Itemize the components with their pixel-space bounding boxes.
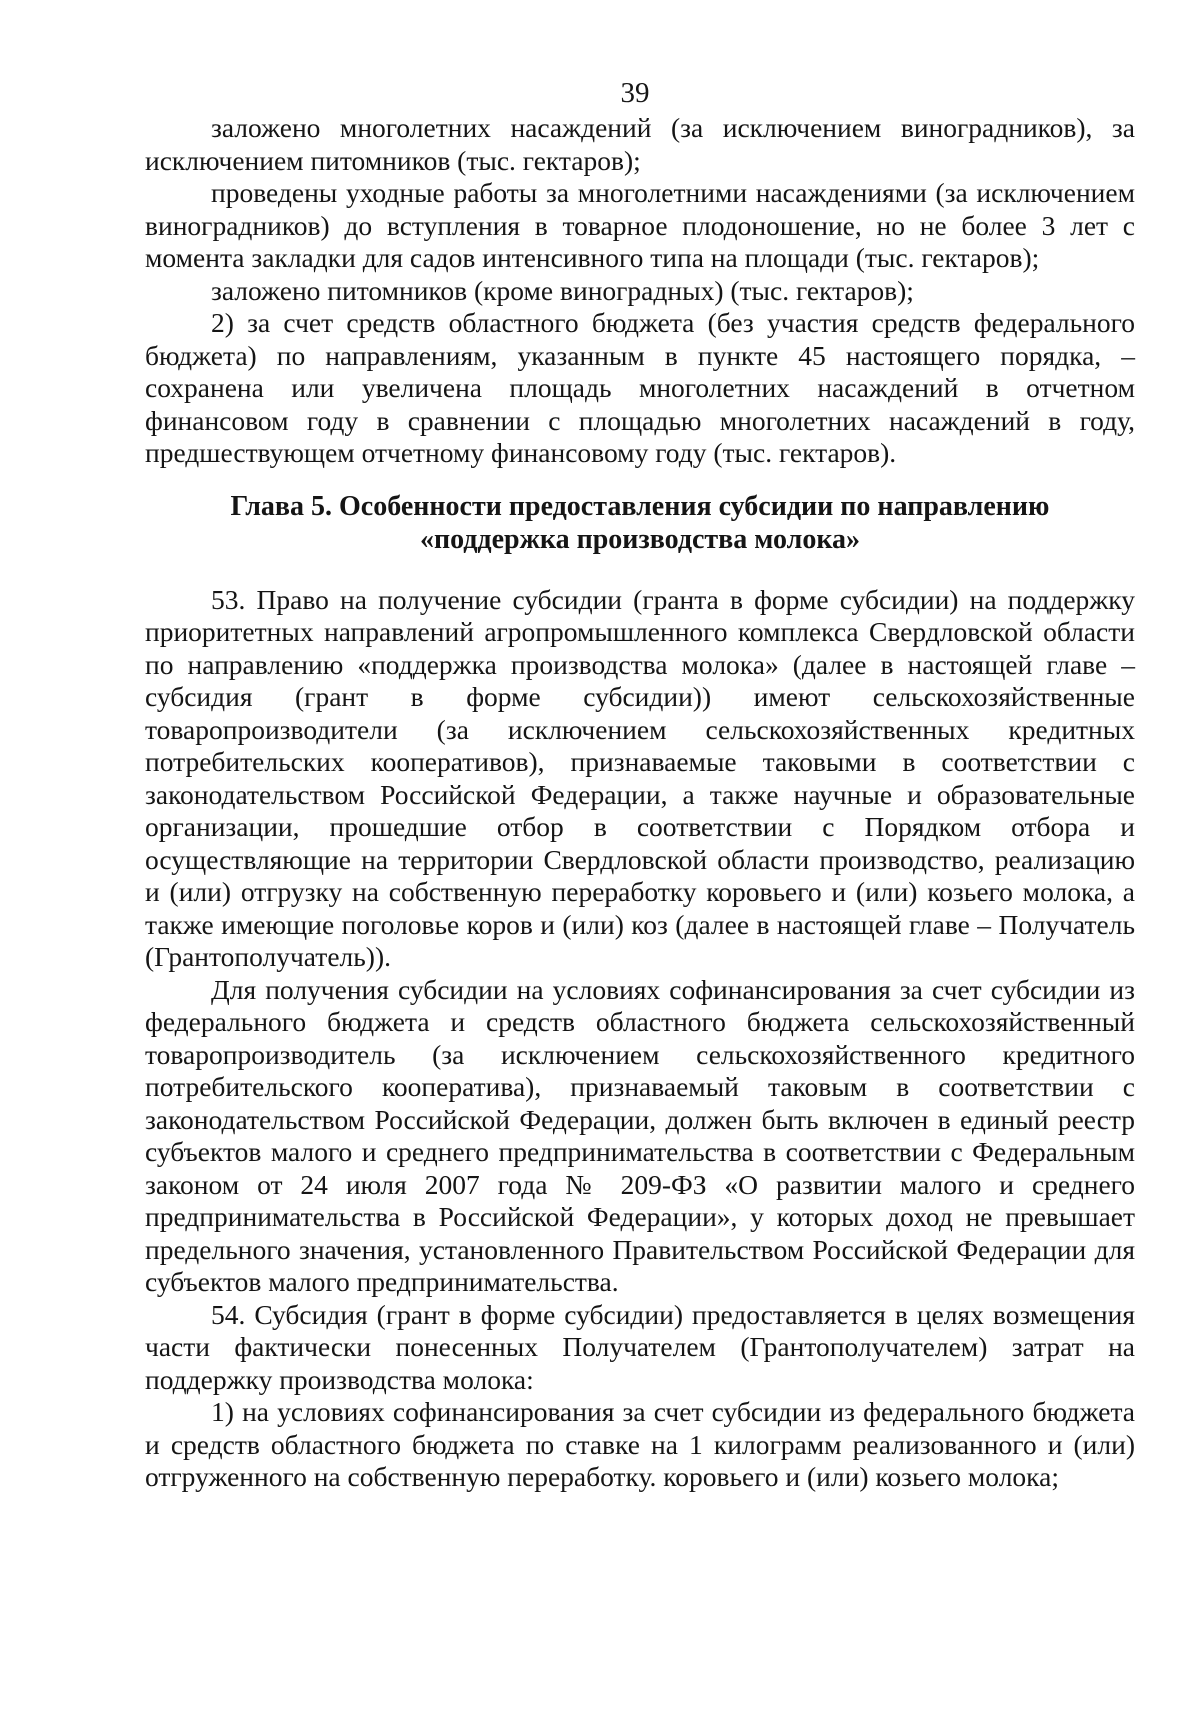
document-body [145,112,1135,1494]
paragraph: заложено питомников (кроме виноградных) (тыс. гектаров); [211,274,914,306]
paragraph: проведены уходные работы за многолетними насаждениями (за исключением виноградников) до вступления в товарное плодоношение, но не более 3 лет с момента закладки для садов интенсивного типа на площади (тыс. гектаров); [145,177,1135,273]
paragraph: 1) на условиях софинансирования за счет субсидии из федерального бюджета и средств областного бюджета по ставке на 1 килограмм реализованного и (или) отгруженного на собственную переработку. коровьего и (или) козьего молока; [145,1396,1135,1492]
chapter-heading [145,490,1135,556]
chapter-heading-line: Глава 5. Особенности предоставления субсидии по направлению [230,490,1050,522]
paragraph: 2) за счет средств областного бюджета (без участия средств федерального бюджета) по направлениям, указанным в пункте 45 настоящего порядка, – сохранена или увеличена площадь многолетних насаждений в отчетном финансовом году в сравнении с площадью многолетних насаждений в году, предшествующем отчетному финансовому году (тыс. гектаров). [145,307,1135,468]
paragraph: 54. Субсидия (грант в форме субсидии) предоставляется в целях возмещения части фактически понесенных Получателем (Грантополучателем) затрат на поддержку производства молока: [145,1298,1135,1395]
chapter-heading-line: «поддержка производства молока» [419,523,861,555]
paragraph: Для получения субсидии на условиях софинансирования за счет субсидии из федерального бюджета и средств областного бюджета сельскохозяйственный товаропроизводитель (за исключением сельскохозяйственного кредитного потребительского кооператива), признаваемый таковым в соответствии с законодательством Российской Федерации, должен быть включен в единый реестр субъектов малого и среднего предпринимательства в соответствии с Федеральным законом от 24 июля 2007 года № 209-ФЗ «О развитии малого и среднего предпринимательства в Российской Федерации», у которых доход не превышает предельного значения, установленного Правительством Российской Федерации для субъектов малого предпринимательства. [145,973,1135,1297]
paragraph: 53. Право на получение субсидии (гранта в форме субсидии) на поддержку приоритетных направлений агропромышленного комплекса Свердловской области по направлению «поддержка производства молока» (далее в настоящей главе – субсидия (грант в форме субсидии)) имеют сельскохозяйственные товаропроизводители (за исключением сельскохозяйственных кредитных потребительских кооперативов), признаваемые таковыми в соответствии с законодательством Российской Федерации, а также научные и образовательные организации, прошедшие отбор в соответствии с Порядком отбора и осуществляющие на территории Свердловской области производство, реализацию и (или) отгрузку на собственную переработку коровьего и (или) козьего молока, а также имеющие поголовье коров и (или) коз (далее в настоящей главе – Получатель (Грантополучатель)). [145,583,1135,972]
paragraph: заложено многолетних насаждений (за исключением виноградников), за исключением питомников (тыс. гектаров); [145,112,1135,176]
page-number: 39 [620,77,650,109]
